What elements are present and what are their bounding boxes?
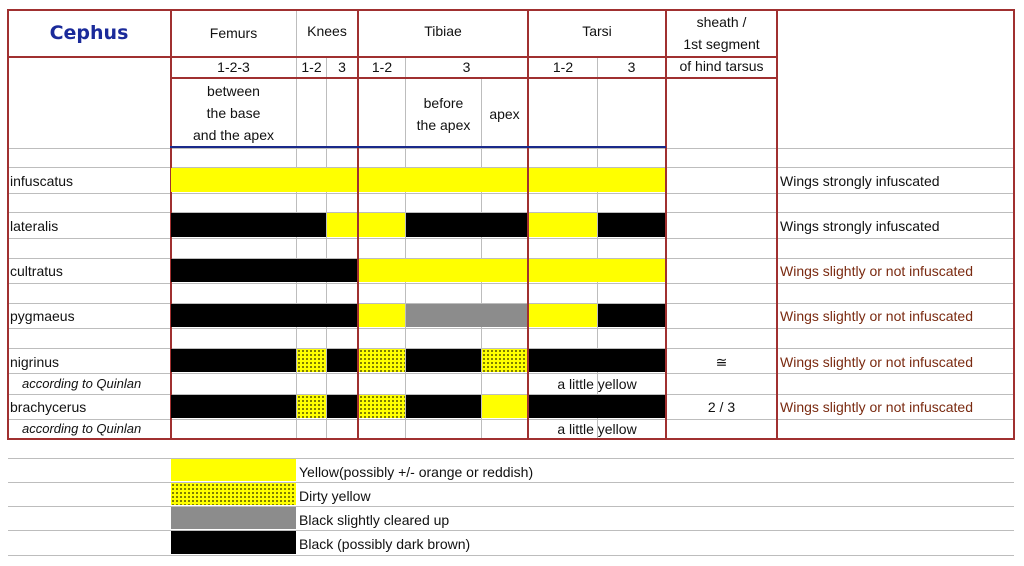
species-remark: Wings slightly or not infuscated <box>780 354 973 370</box>
tibiae-before-note: before <box>423 95 464 111</box>
species-remark: Wings strongly infuscated <box>780 173 940 189</box>
color-bar-tarsi <box>529 349 665 372</box>
tibiae-apex-note: apex <box>489 106 520 122</box>
header-sheath: 1st segment <box>683 36 760 52</box>
color-bar-tibiae-apex <box>482 349 527 372</box>
species-name: pygmaeus <box>10 308 75 324</box>
color-bar-tibiae-3 <box>406 213 527 237</box>
grid-line <box>8 193 1014 194</box>
grid-line <box>8 373 1014 374</box>
color-bar-tibiae-before-apex <box>406 349 481 372</box>
legend-label: Dirty yellow <box>299 488 371 504</box>
subheader-tarsi-3: 3 <box>627 59 636 75</box>
color-bar-tarsi-3 <box>598 213 665 237</box>
border-line <box>7 9 9 440</box>
grid-line <box>405 57 406 440</box>
grid-line <box>8 238 1014 239</box>
color-bar-femurs-knees <box>171 259 357 282</box>
color-bar-knees-3 <box>327 395 357 418</box>
header-sheath: sheath / <box>696 14 747 30</box>
quinlan-tarsi-note: a little yellow <box>557 376 637 392</box>
border-line <box>8 438 1014 440</box>
header-knees: Knees <box>307 23 347 39</box>
page-title: Cephus <box>49 22 129 44</box>
color-bar-tarsi-3 <box>598 304 665 327</box>
color-bar-tibiae-12 <box>359 213 405 237</box>
color-bar-tibiae-3 <box>406 304 527 327</box>
header-sheath: of hind tarsus <box>679 58 764 74</box>
species-name: cultratus <box>10 263 63 279</box>
border-line <box>8 56 778 58</box>
legend-swatch-black <box>171 531 296 554</box>
femurs-note: and the apex <box>193 127 274 143</box>
legend-swatch-grey <box>171 507 296 529</box>
color-bar-knees-3 <box>327 213 357 237</box>
grid-line <box>8 482 1014 483</box>
border-line <box>170 77 778 79</box>
species-name: brachycerus <box>10 399 87 415</box>
header-tibiae: Tibiae <box>424 23 462 39</box>
legend-label: Black (possibly dark brown) <box>299 536 471 552</box>
color-bar-knees-12 <box>297 349 326 372</box>
border-line <box>776 9 778 440</box>
color-bar-tibiae-12 <box>359 304 405 327</box>
grid-line <box>8 419 1014 420</box>
header-divider <box>170 146 666 148</box>
quinlan-label: according to Quinlan <box>22 421 142 436</box>
subheader-tibiae-3: 3 <box>462 59 471 75</box>
color-bar-knees-3 <box>327 349 357 372</box>
subheader-tibiae-12: 1-2 <box>371 59 393 75</box>
color-bar-femurs <box>171 349 296 372</box>
header-femurs: Femurs <box>209 25 258 41</box>
quinlan-tarsi-note: a little yellow <box>557 421 637 437</box>
border-line <box>8 9 1014 11</box>
grid-line <box>8 328 1014 329</box>
color-bar-tibiae-12 <box>359 395 405 418</box>
subheader-femurs: 1-2-3 <box>217 59 250 75</box>
species-name: lateralis <box>10 218 59 234</box>
grid-line <box>8 148 1014 149</box>
color-bar-tarsi-12 <box>529 304 597 327</box>
legend-swatch-yellow <box>171 459 296 481</box>
border-line <box>1013 9 1015 440</box>
species-remark: Wings slightly or not infuscated <box>780 399 973 415</box>
species-name: nigrinus <box>10 354 60 370</box>
femurs-note: between <box>207 83 260 99</box>
species-remark: Wings slightly or not infuscated <box>780 263 973 279</box>
grid-line <box>8 555 1014 556</box>
color-bar-tarsi <box>529 168 665 192</box>
grid-line <box>8 458 1014 459</box>
subheader-tarsi-12: 1-2 <box>552 59 574 75</box>
femurs-note: the base <box>206 105 261 121</box>
legend-swatch-dirty-yellow <box>171 483 296 505</box>
border-line <box>665 9 667 440</box>
color-bar-tibiae <box>359 168 527 192</box>
subheader-knees-12: 1-2 <box>301 59 322 75</box>
color-bar-tarsi-12 <box>529 213 597 237</box>
quinlan-label: according to Quinlan <box>22 376 142 391</box>
color-bar-femurs-knees <box>171 168 357 192</box>
color-bar-knees-12 <box>297 395 326 418</box>
grid-line <box>326 57 327 440</box>
color-bar-tibiae-before-apex <box>406 395 481 418</box>
species-remark: Wings slightly or not infuscated <box>780 308 973 324</box>
grid-line <box>8 506 1014 507</box>
tibiae-before-note: the apex <box>416 117 471 133</box>
grid-line <box>8 283 1014 284</box>
sheath-value: ≅ <box>715 354 728 370</box>
color-bar-tarsi <box>529 259 665 282</box>
grid-line <box>8 530 1014 531</box>
color-bar-tibiae-12 <box>359 349 405 372</box>
color-bar-femurs-knees <box>171 304 357 327</box>
color-bar-tibiae-apex <box>482 395 527 418</box>
legend-label: Black slightly cleared up <box>299 512 450 528</box>
header-tarsi: Tarsi <box>582 23 612 39</box>
color-bar-femurs <box>171 395 296 418</box>
color-bar-femurs <box>171 213 326 237</box>
color-bar-tibiae <box>359 259 527 282</box>
legend-label: Yellow(possibly +/- orange or reddish) <box>299 464 534 480</box>
species-name: infuscatus <box>10 173 74 189</box>
color-bar-tarsi <box>529 395 665 418</box>
sheath-value: 2 / 3 <box>707 399 736 415</box>
subheader-knees-3: 3 <box>338 59 346 75</box>
species-remark: Wings strongly infuscated <box>780 218 940 234</box>
